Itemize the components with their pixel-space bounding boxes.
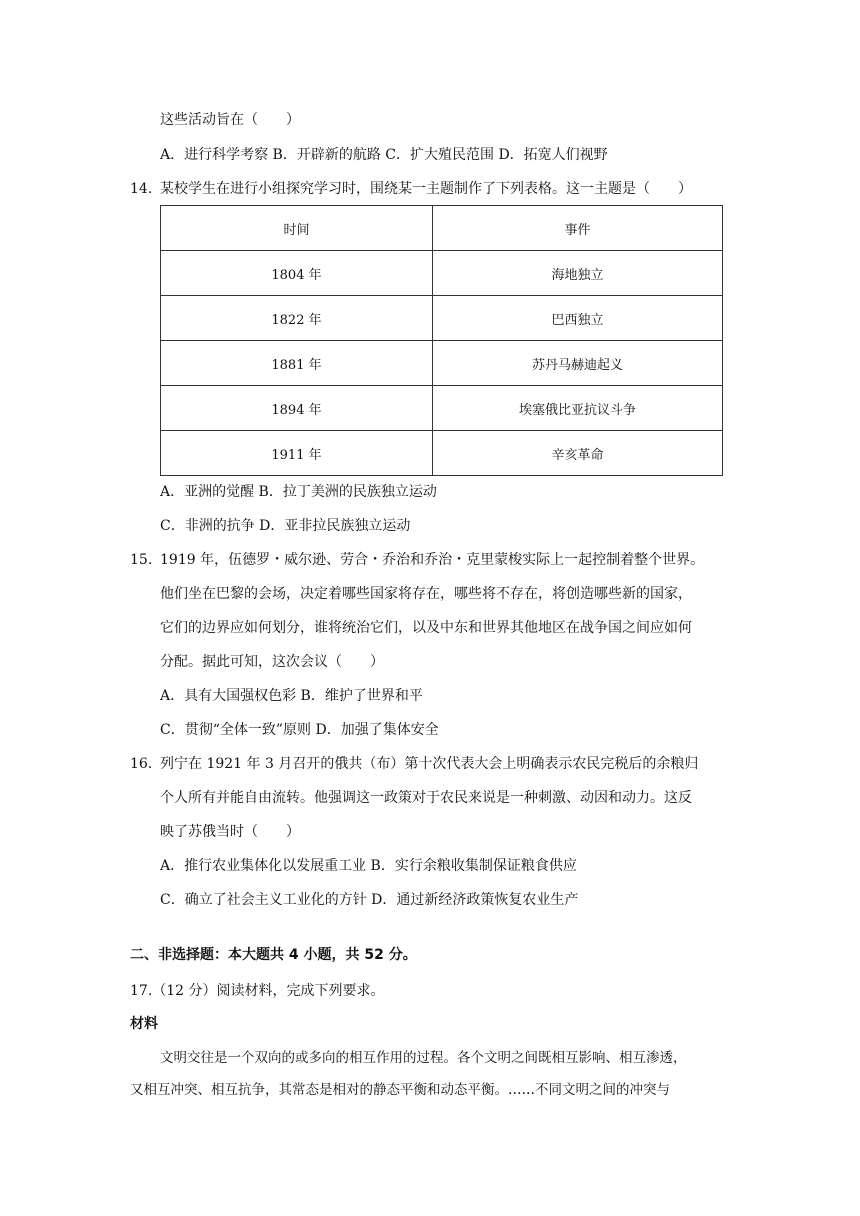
q14-options-line2: C．非洲的抗争 D．亚非拉民族独立运动 (160, 518, 411, 534)
q13-options: A．进行科学考察 B．开辟新的航路 C．扩大殖民范围 D．拓宽人们视野 (160, 147, 608, 163)
table-header-event: 事件 (433, 206, 723, 251)
table-cell-year: 1804 年 (161, 251, 433, 296)
table-header-time: 时间 (161, 206, 433, 251)
q13-stem-tail: 这些活动旨在（ ） (160, 112, 300, 128)
q16-options-line1: A．推行农业集体化以发展重工业 B．实行余粮收集制保证粮食供应 (160, 858, 577, 874)
table-cell-event: 巴西独立 (433, 296, 723, 341)
table-cell-year: 1822 年 (161, 296, 433, 341)
table-cell-event: 辛亥革命 (433, 431, 723, 476)
q15-options-line2: C．贯彻“全体一致”原则 D．加强了集体安全 (160, 722, 439, 738)
q15-options-line1: A．具有大国强权色彩 B．维护了世界和平 (160, 688, 423, 704)
q16-stem-line: 列宁在 1921 年 3 月召开的俄共（布）第十次代表大会上明确表示农民完税后的余粮归 (160, 756, 699, 772)
q15-stem-line: 它们的边界应如何划分，谁将统治它们，以及中东和世界其他地区在战争国之间应如何 (160, 620, 692, 636)
q15-stem-line: 1919 年，伍德罗・威尔逊、劳合・乔治和乔治・克里蒙梭实际上一起控制着整个世界。 (160, 552, 705, 568)
section-2-title: 二、非选择题：本大题共 4 小题，共 52 分。 (130, 947, 417, 963)
q16-stem-line: 个人所有并能自由流转。他强调这一政策对于农民来说是一种刺激、动因和动力。这反 (160, 790, 692, 806)
q15-number: 15. (130, 552, 153, 568)
table-cell-year: 1894 年 (161, 386, 433, 431)
q17-material-line: 文明交往是一个双向的或多向的相互作用的过程。各个文明之间既相互影响、相互渗透， (160, 1050, 687, 1066)
table-row (161, 341, 723, 386)
q14-number: 14. (130, 181, 153, 197)
table-row (161, 431, 723, 476)
q14-stem: 某校学生在进行小组探究学习时，围绕某一主题制作了下列表格。这一主题是（ ） (160, 181, 692, 197)
q16-options-line2: C．确立了社会主义工业化的方针 D．通过新经济政策恢复农业生产 (160, 892, 579, 908)
q17-material-line: 又相互冲突、相互抗争，其常态是相对的静态平衡和动态平衡。……不同文明之间的冲突与 (130, 1082, 670, 1098)
q14-options-line1: A．亚洲的觉醒 B．拉丁美洲的民族独立运动 (160, 484, 437, 500)
q15-stem-line: 分配。据此可知，这次会议（ ） (160, 654, 384, 670)
q17-stem: 17.（12 分）阅读材料，完成下列要求。 (130, 983, 385, 999)
q14-table (160, 205, 723, 476)
table-row (161, 251, 723, 296)
table-cell-year: 1881 年 (161, 341, 433, 386)
q16-number: 16. (130, 756, 153, 772)
table-row (161, 386, 723, 431)
table-row (161, 296, 723, 341)
q15-stem-line: 他们坐在巴黎的会场，决定着哪些国家将存在，哪些将不存在，将创造哪些新的国家， (160, 586, 692, 602)
q16-stem-line: 映了苏俄当时（ ） (160, 824, 300, 840)
table-cell-event: 海地独立 (433, 251, 723, 296)
table-cell-event: 苏丹马赫迪起义 (433, 341, 723, 386)
table-cell-event: 埃塞俄比亚抗议斗争 (433, 386, 723, 431)
table-header-row (161, 206, 723, 251)
q17-material-label: 材料 (130, 1016, 158, 1032)
table-cell-year: 1911 年 (161, 431, 433, 476)
